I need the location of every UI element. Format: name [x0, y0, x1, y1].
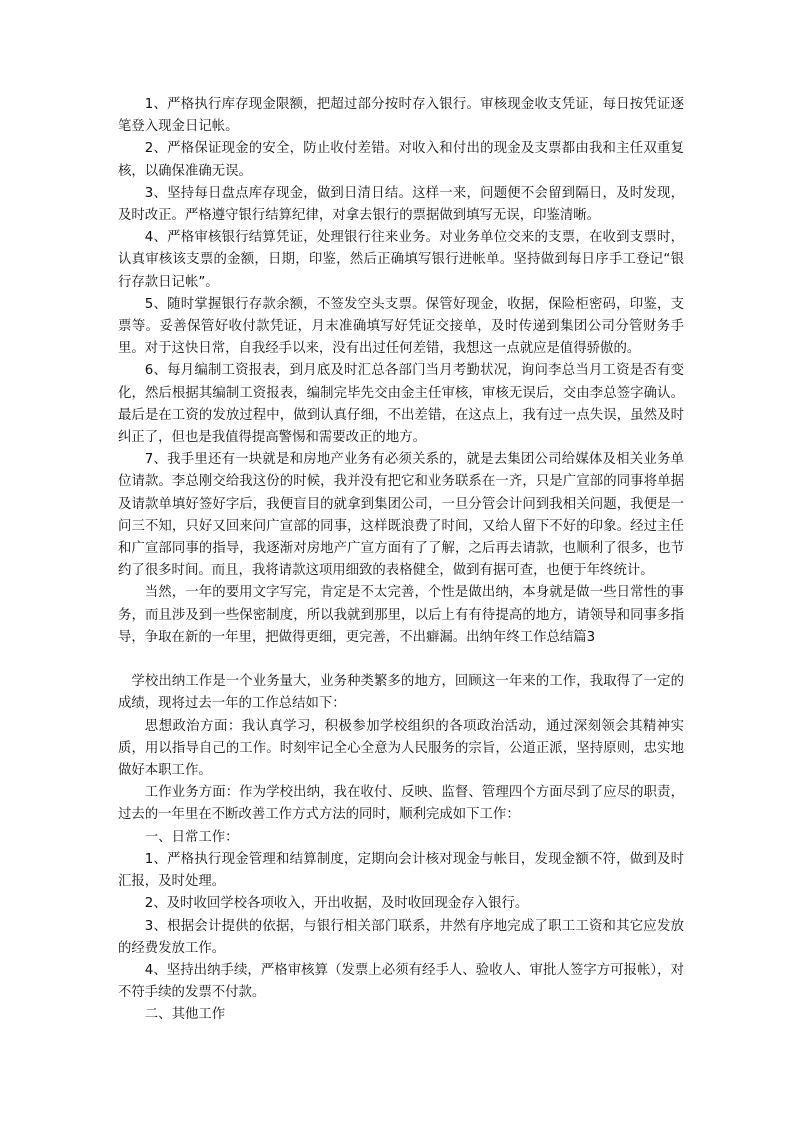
paragraph-4: 4、严格审核银行结算凭证，处理银行往来业务。对业务单位交来的支票，在收到支票时，认真审核该支票的金额，日期，印鉴，然后正确填写银行进帐单。坚持做到每日序手工登记“银行存款日记帐”。: [118, 230, 684, 290]
document-body: [118, 94, 684, 1027]
daily-item-3: 3、根据会计提供的依据，与银行相关部门联系，井然有序地完成了职工工资和其它应发放的经费发放工作。: [118, 918, 684, 956]
heading-other-work: 二、其他工作: [144, 1007, 226, 1023]
paragraph-conclusion: 当然，一年的要用文字写完，肯定是不太完善，个性是做出纳，本身就是做一些日常性的事务，而且涉及到一些保密制度，所以我就到那里，以后上有有待提高的地方，请领导和同事多指导，争取在新的一年里，把做得更细，更完善，不出癖漏。出纳年终工作总结篇3: [118, 585, 684, 645]
daily-item-2: 2、及时收回学校各项收入，开出收据，及时收回现金存入银行。: [144, 896, 529, 912]
paragraph-7: 7、我手里还有一块就是和房地产业务有必须关系的，就是去集团公司给媒体及相关业务单位请款。李总刚交给我这份的时候，我并没有把它和业务联系在一齐，只是广宣部的同事将单据及请款单填好签好字后，我便盲目的就拿到集团公司，一旦分管会计问到我相关问题，我便是一问三不知，只好又回来问广宣部的同事，这样既浪费了时间，又给人留下不好的印象。经过主任和广宣部同事的指导，我逐渐对房地产广宣方面有了了解，之后再去请款，也顺利了很多，也节约了很多时间。而且，我将请款这项用细致的表格健全，做到有据可查，也便于年终统计。: [118, 452, 684, 579]
paragraph-2: 2、严格保证现金的安全，防止收付差错。对收入和付出的现金及支票都由我和主任双重复核，以确保准确无误。: [118, 141, 684, 179]
paragraph-5: 5、随时掌握银行存款余额，不签发空头支票。保管好现金，收据，保险柜密码，印鉴，支票等。妥善保管好收付款凭证，月末准确填写好凭证交接单，及时传递到集团公司分管财务手里。对于这快日常，自我经手以来，没有出过任何差错，我想这一点就应是值得骄傲的。: [118, 296, 684, 357]
paragraph-1: 1、严格执行库存现金限额，把超过部分按时存入银行。审核现金收支凭证，每日按凭证逐笔登入现金日记帐。: [118, 97, 684, 135]
daily-item-1: 1、严格执行现金管理和结算制度，定期向会计核对现金与帐目，发现金额不符，做到及时汇报，及时处理。: [118, 851, 684, 890]
section3-business: 工作业务方面：作为学校出纳，我在收付、反映、监督、管理四个方面尽到了应尽的职责，过去的一年里在不断改善工作方式方法的同时，顺利完成如下工作：: [118, 785, 684, 823]
blank-line: [118, 649, 684, 671]
section3-intro: 学校出纳工作是一个业务量大，业务种类繁多的地方，回顾这一年来的工作，我取得了一定的成绩，现将过去一年的工作总结如下：: [118, 674, 684, 712]
heading-daily-work: 一、日常工作：: [144, 829, 239, 845]
daily-item-4: 4、坚持出纳手续，严格审核算（发票上必须有经手人、验收人、审批人签字方可报帐），对不符手续的发票不付款。: [118, 962, 684, 1001]
paragraph-3: 3、坚持每日盘点库存现金，做到日清日结。这样一来，问题便不会留到隔日，及时发现，及时改正。严格遵守银行结算纪律，对拿去银行的票据做到填写无误，印鉴清晰。: [118, 185, 684, 224]
paragraph-6: 6、每月编制工资报表，到月底及时汇总各部门当月考勤状况，询问李总当月工资是否有变化，然后根据其编制工资报表，编制完毕先交由金主任审核，审核无误后，交由李总签字确认。最后是在工资的发放过程中，做到认真仔细，不出差错，在这点上，我有过一点失误，虽然及时纠正了，但也是我值得提高警惕和需要改正的地方。: [118, 363, 684, 446]
section3-politics: 思想政治方面：我认真学习，积极参加学校组织的各项政治活动，通过深刻领会其精神实质，用以指导自己的工作。时刻牢记全心全意为人民服务的宗旨，公道正派，坚持原则，忠实地做好本职工作。: [118, 718, 684, 779]
